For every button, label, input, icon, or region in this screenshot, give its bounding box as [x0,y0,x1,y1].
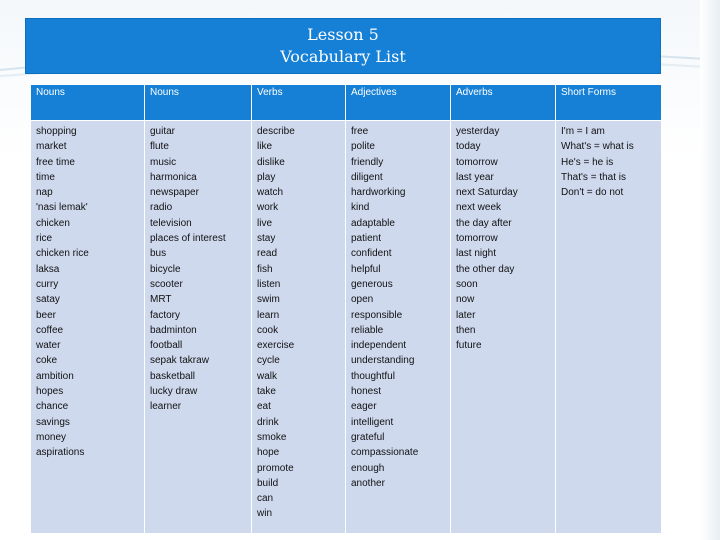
vocab-word: football [150,340,183,352]
vocab-word: beer [36,309,57,321]
vocab-word: now [456,294,475,306]
vocab-word: hopes [36,386,64,398]
vocab-word: smoke [257,431,287,443]
column-header: Short Forms [556,85,662,121]
slide-edge-shadow [700,0,720,540]
vocab-word: rice [36,233,53,245]
vocab-word: understanding [351,355,415,367]
vocab-word: drink [257,416,279,428]
vocab-word: watch [257,187,284,199]
word-list-cell [252,121,346,534]
vocab-word: build [257,477,279,489]
vocab-word: nap [36,187,53,199]
vocab-word: money [36,431,67,443]
lesson-title-line1: Lesson 5 [307,25,379,44]
vocab-word: He's = he is [561,156,614,168]
vocab-word: swim [257,294,280,306]
vocab-word: newspaper [150,187,199,199]
vocab-word: Don't = do not [561,187,624,199]
vocab-word: confident [351,248,392,260]
vocab-word: read [257,248,278,260]
vocab-word: exercise [257,340,295,352]
vocab-word: badminton [150,324,197,336]
vocab-word: radio [150,202,173,214]
vocab-word: dislike [257,156,285,168]
table-row [31,121,662,534]
column-header: Adjectives [346,85,451,121]
vocab-word: tomorrow [456,233,498,245]
vocab-word: kind [351,202,370,214]
vocab-word: stay [257,233,276,245]
vocab-word: grateful [351,431,385,443]
word-list-cell [556,121,662,534]
vocab-word: eager [351,401,377,413]
vocab-word: chicken [36,217,70,229]
vocab-word: thoughtful [351,370,395,382]
lesson-title-line2: Vocabulary List [280,47,406,66]
vocab-word: future [456,340,482,352]
vocab-word: laksa [36,263,60,275]
vocab-word: walk [257,370,278,382]
vocab-word: enough [351,462,385,474]
vocab-word: time [36,171,55,183]
vocab-word: then [456,324,476,336]
vocab-word: water [36,340,61,352]
vocab-word: harmonica [150,171,197,183]
vocab-word: honest [351,386,382,398]
column-header: Nouns [145,85,252,121]
vocab-word: factory [150,309,181,321]
vocab-word: adaptable [351,217,395,229]
vocab-word: patient [351,233,382,245]
vocab-word: satay [36,294,60,306]
table-header-row [31,85,662,121]
vocab-word: coffee [36,324,64,336]
vocab-word: next Saturday [456,187,518,199]
vocab-word: the day after [456,217,512,229]
vocab-word: listen [257,278,281,290]
word-list-cell [346,121,451,534]
vocabulary-table [30,84,662,534]
vocab-word: polite [351,141,375,153]
column-header: Nouns [31,85,145,121]
vocab-word: like [257,141,273,153]
vocab-word: hope [257,447,280,459]
vocab-word: helpful [351,263,381,275]
vocab-word: tomorrow [456,156,498,168]
vocab-word: friendly [351,156,384,168]
vocab-word: fish [257,263,273,275]
vocab-word: MRT [150,294,172,306]
vocab-word: can [257,493,274,505]
vocab-word: free time [36,156,75,168]
word-list-cell [31,121,145,534]
vocab-word: win [257,508,273,520]
vocab-word: last year [456,171,494,183]
vocab-word: responsible [351,309,403,321]
vocab-word: learner [150,401,182,413]
vocab-word: basketball [150,370,196,382]
vocab-word: shopping [36,126,77,137]
vocab-word: promote [257,462,294,474]
vocab-word: open [351,294,374,306]
lesson-title [25,18,661,74]
vocab-word: music [150,156,177,168]
vocab-word: yesterday [456,126,500,137]
vocab-word: next week [456,202,502,214]
vocab-word: eat [257,401,271,413]
vocab-word: later [456,309,476,321]
vocab-word: another [351,477,385,489]
vocab-word: bicycle [150,263,181,275]
vocab-word: describe [257,126,295,137]
column-header: Adverbs [451,85,556,121]
vocab-word: live [257,217,273,229]
vocab-word: generous [351,278,393,290]
vocab-word: take [257,386,276,398]
vocab-word: work [257,202,279,214]
vocab-word: scooter [150,278,183,290]
vocab-word: intelligent [351,416,394,428]
vocab-word: chance [36,401,69,413]
vocab-word: reliable [351,324,384,336]
vocab-word: market [36,141,67,153]
vocab-word: aspirations [36,447,85,459]
vocab-word: bus [150,248,167,260]
vocab-word: sepak takraw [150,355,209,367]
vocab-word: lucky draw [150,386,198,398]
vocab-word: compassionate [351,447,419,459]
vocab-word: curry [36,278,59,290]
word-list-cell [451,121,556,534]
vocab-word: hardworking [351,187,406,199]
vocab-word: That's = that is [561,171,626,183]
vocab-word: coke [36,355,58,367]
vocab-word: chicken rice [36,248,89,260]
vocab-word: cycle [257,355,280,367]
column-header: Verbs [252,85,346,121]
vocab-word: savings [36,416,70,428]
vocab-word: soon [456,278,478,290]
vocab-word: last night [456,248,497,260]
vocab-word: learn [257,309,280,321]
vocab-word: play [257,171,276,183]
vocab-word: 'nasi lemak' [36,202,88,214]
vocab-word: today [456,141,481,153]
vocab-word: independent [351,340,407,352]
vocab-word: flute [150,141,169,153]
word-list-cell [145,121,252,534]
vocab-word: I'm = I am [561,126,605,137]
vocab-word: guitar [150,126,176,137]
vocab-word: ambition [36,370,74,382]
vocab-word: free [351,126,369,137]
vocab-word: cook [257,324,279,336]
vocab-word: What's = what is [561,141,634,153]
vocab-word: places of interest [150,233,226,245]
vocab-word: the other day [456,263,515,275]
vocab-word: diligent [351,171,383,183]
vocab-word: television [150,217,192,229]
